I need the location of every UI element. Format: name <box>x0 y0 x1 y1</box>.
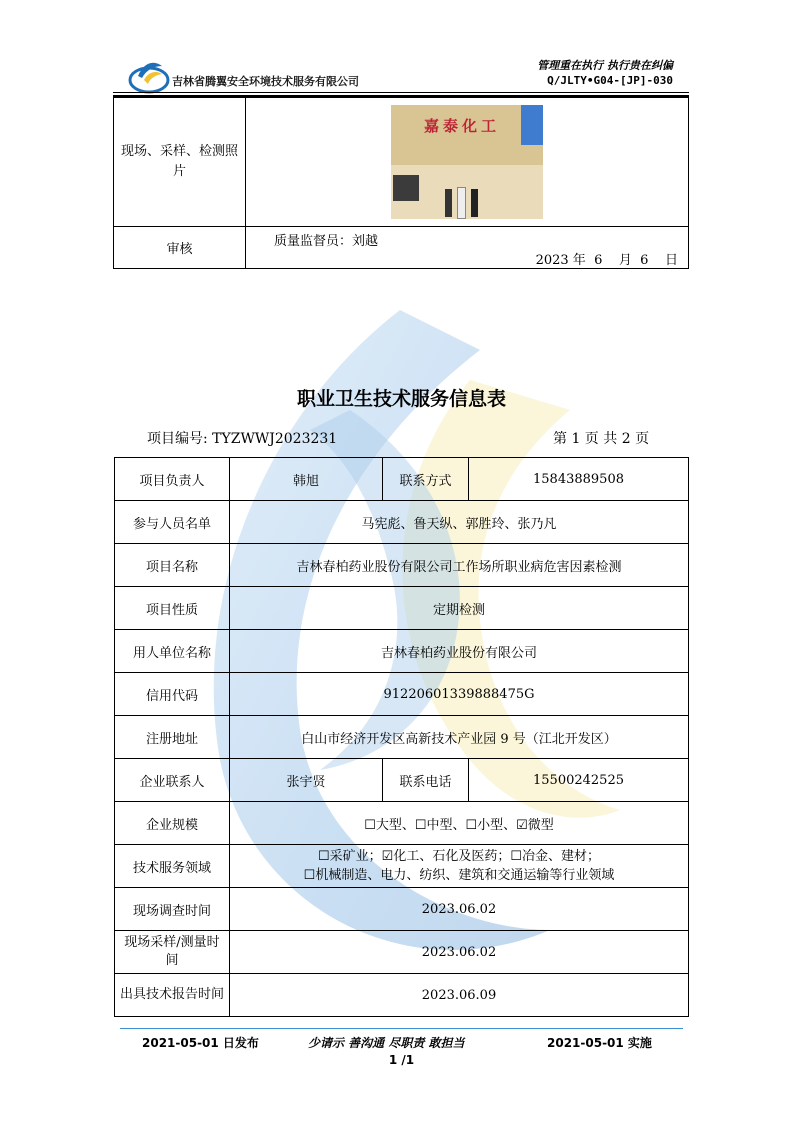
sampling-value: 2023.06.02 <box>230 931 689 974</box>
field-line-2: ☐机械制造、电力、纺织、建筑和交通运输等行业领域 <box>303 868 615 883</box>
credit-label: 信用代码 <box>115 673 230 716</box>
address-value: 白山市经济开发区高新技术产业园 9 号（江北开发区） <box>230 716 689 759</box>
nature-value: 定期检测 <box>230 587 689 630</box>
field-line-1: ☐采矿业；☑化工、石化及医药；☐冶金、建材； <box>318 849 600 864</box>
employer-label: 用人单位名称 <box>115 630 230 673</box>
footer-issued: 2021-05-01 日发布 <box>142 1036 259 1050</box>
scale-value: ☐大型、☐中型、☐小型、☑微型 <box>230 802 689 845</box>
credit-value: 91220601339888475G <box>230 673 689 716</box>
footer-effective: 2021-05-01 实施 <box>547 1036 652 1050</box>
project-number: 项目编号: TYZWWJ2023231 <box>147 431 338 447</box>
leader-label: 项目负责人 <box>115 458 230 501</box>
sampling-label: 现场采样/测量时间 <box>115 931 230 974</box>
ent-phone-value: 15500242525 <box>469 759 689 802</box>
footer-page-number: 1 /1 <box>388 1053 415 1067</box>
review-table <box>113 97 689 269</box>
review-label: 审核 <box>114 227 246 269</box>
ent-phone-label: 联系电话 <box>383 759 469 802</box>
header-slogan: 管理重在执行 执行贵在纠偏 <box>537 59 673 72</box>
nature-label: 项目性质 <box>115 587 230 630</box>
date-year: 2023 年 <box>535 253 586 268</box>
contact-label: 联系方式 <box>383 458 469 501</box>
members-label: 参与人员名单 <box>115 501 230 544</box>
scale-label: 企业规模 <box>115 802 230 845</box>
survey-value: 2023.06.02 <box>230 888 689 931</box>
ent-contact-label: 企业联系人 <box>115 759 230 802</box>
report-value: 2023.06.09 <box>230 974 689 1017</box>
header-divider <box>113 92 689 93</box>
date-month: 6 <box>594 253 603 268</box>
contact-value: 15843889508 <box>469 458 689 501</box>
photo-sign: 嘉泰化工 <box>423 117 500 135</box>
leader-value: 韩旭 <box>230 458 383 501</box>
header-company-name: 吉林省腾翼安全环境技术服务有限公司 <box>172 75 359 88</box>
supervisor: 质量监督员：刘越 <box>274 234 379 249</box>
date-month-unit: 月 <box>618 253 632 268</box>
page-info: 第 1 页 共 2 页 <box>553 431 650 447</box>
date-day-unit: 日 <box>664 253 678 268</box>
footer-divider <box>120 1028 683 1029</box>
photo-label: 现场、采样、检测照片 <box>114 98 246 227</box>
address-label: 注册地址 <box>115 716 230 759</box>
project-name-value: 吉林春柏药业股份有限公司工作场所职业病危害因素检测 <box>230 544 689 587</box>
company-logo <box>128 56 170 94</box>
header-doc-code: Q/JLTY•G04-[JP]-030 <box>547 74 673 87</box>
photo-cell <box>246 98 689 227</box>
ent-contact-value: 张宇贤 <box>230 759 383 802</box>
field-value <box>230 845 689 888</box>
review-date <box>536 249 678 268</box>
survey-label: 现场调查时间 <box>115 888 230 931</box>
field-label: 技术服务领域 <box>115 845 230 888</box>
members-value: 马宪彪、鲁天纵、郭胜玲、张乃凡 <box>230 501 689 544</box>
form-title: 职业卫生技术服务信息表 <box>296 388 506 410</box>
employer-value: 吉林春柏药业股份有限公司 <box>230 630 689 673</box>
footer-motto: 少请示 善沟通 尽职责 敢担当 <box>308 1036 465 1050</box>
info-table <box>114 457 689 1017</box>
project-name-label: 项目名称 <box>115 544 230 587</box>
review-cell <box>246 227 689 269</box>
report-label: 出具技术报告时间 <box>115 974 230 1017</box>
site-photo <box>391 105 543 219</box>
date-day: 6 <box>640 253 649 268</box>
